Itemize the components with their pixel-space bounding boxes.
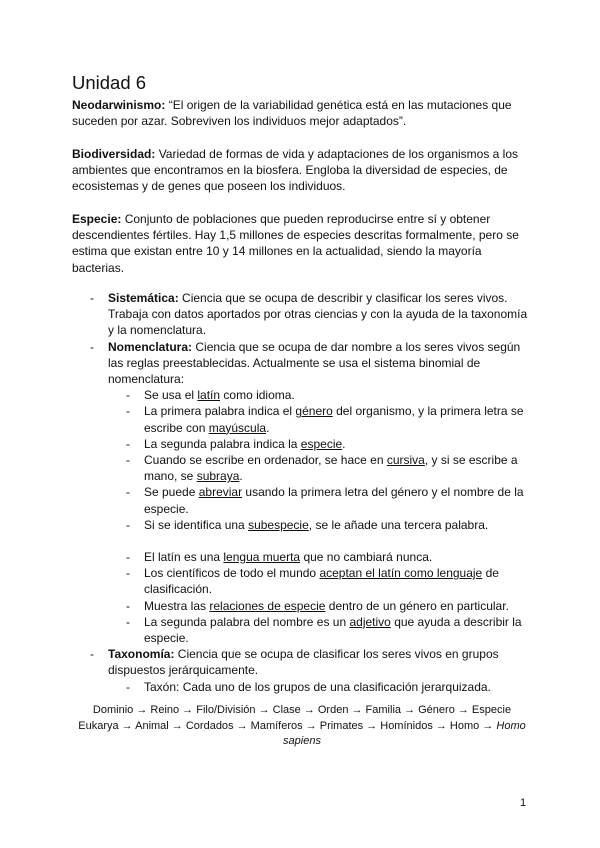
list-dash: - (90, 339, 94, 354)
taxonomia-term: Taxonomía: (108, 647, 175, 662)
list-dash: - (126, 614, 130, 629)
list-dash: - (90, 291, 94, 305)
item-text: . (239, 469, 243, 484)
main-list (72, 290, 532, 695)
item-text: La segunda palabra del nombre es un (144, 614, 350, 629)
item-text: , y si se escribe a mano, se (144, 453, 518, 484)
especie-text: Conjunto de poblaciones que pueden reproducirse entre sí y obtener descendientes fértiles. Hay 1,5 millones de especies descritas formalmente, pero se estima que existan entre 10 y 14 millones en la actualidad, siendo la mayoría bacterias. (72, 212, 519, 275)
list-dash: - (126, 517, 130, 532)
item-text: que no cambiará nunca. (300, 550, 433, 565)
item-text: que ayuda a describir la especie. (144, 614, 522, 646)
underlined-term: adjetivo (349, 614, 391, 629)
chain-line-example (72, 719, 532, 750)
underlined-term: relaciones de especie (209, 598, 326, 613)
nomenclatura-term: Nomenclatura: (108, 339, 193, 354)
biodiversidad-text: Variedad de formas de vida y adaptaciones de los organismos a los ambientes que encontramos en la biosfera. Engloba la diversidad de especies, de ecosistemas y de genes que poseen los individuos. (72, 147, 519, 194)
underlined-term: mayúscula (208, 420, 267, 435)
list-item (72, 452, 532, 484)
list-dash: - (90, 647, 94, 662)
item-text: Se usa el (144, 388, 198, 403)
list-dash: - (126, 679, 130, 694)
especie-term: Especie: (72, 212, 122, 226)
species-name: Homo sapiens (283, 719, 526, 747)
item-text: . (342, 436, 346, 451)
underlined-term: subraya (196, 469, 240, 484)
underlined-term: género (295, 404, 333, 419)
neodarwinismo-term: Neodarwinismo: (72, 98, 166, 112)
list-dash: - (126, 550, 130, 565)
list-item (72, 387, 532, 403)
item-text: de clasificación. (144, 566, 499, 597)
list-item-nomenclatura (72, 339, 532, 388)
page-title: Unidad 6 (72, 72, 147, 93)
list-item-sistematica (72, 290, 532, 339)
classification-chain (72, 703, 532, 750)
item-text: . (266, 420, 270, 435)
underlined-term: abreviar (198, 485, 243, 500)
list-item (72, 403, 532, 435)
underlined-term: lengua muerta (223, 550, 301, 565)
biodiversidad-term: Biodiversidad: (72, 147, 156, 161)
list-item-taxonomia (72, 646, 532, 678)
item-text: La primera palabra indica el (144, 404, 296, 419)
item-text: dentro de un género en particular. (325, 598, 509, 613)
page-number: 1 (520, 797, 527, 809)
item-text: como idioma. (220, 388, 295, 403)
list-dash: - (126, 598, 130, 613)
list-dash: - (126, 453, 130, 468)
item-text: del organismo, y la primera letra se escribe con (144, 404, 524, 435)
item-text: El latín es una (144, 550, 224, 565)
list-item (72, 436, 532, 452)
nomenclatura-text: Ciencia que se ocupa de dar nombre a los seres vivos según las reglas preestablecidas. Actualmente se usa el sistema binomial de nomenclatura: (108, 339, 521, 387)
list-item (72, 598, 532, 614)
taxonomia-text: Ciencia que se ocupa de clasificar los seres vivos en grupos dispuestos jerárquicamente. (108, 647, 499, 678)
list-item-taxon (72, 679, 532, 695)
neodarwinismo-paragraph (72, 97, 532, 129)
neodarwinismo-text: “El origen de la variabilidad genética está en las mutaciones que suceden por azar. Sobreviven los individuos mejor adaptados”. (72, 98, 512, 129)
underlined-term: cursiva (386, 453, 425, 468)
item-text: usando la primera letra del género y el nombre de la especie. (144, 485, 524, 516)
item-text: Se puede (144, 485, 199, 500)
list-item (72, 517, 532, 533)
list-dash: - (126, 485, 130, 500)
list-dash: - (126, 436, 130, 451)
underlined-term: latín (197, 388, 221, 403)
sistematica-text: Ciencia que se ocupa de describir y clasificar los seres vivos. Trabaja con datos aportados por otras ciencias y con la ayuda de la taxonomía y la nomenclatura. (108, 291, 528, 338)
list-dash: - (126, 566, 130, 581)
list-item (72, 484, 532, 516)
item-text: Cuando se escribe en ordenador, se hace en (144, 453, 387, 468)
item-text: Los científicos de todo el mundo (144, 566, 320, 581)
list-dash: - (126, 388, 130, 403)
taxon-text: Taxón: Cada uno de los grupos de una clasificación jerarquizada. (144, 679, 491, 694)
chain-example-text: Eukarya → Animal → Cordados → Mamíferos → Primates → Homínidos → Homo → (78, 719, 497, 732)
item-text: Si se identifica una (144, 517, 249, 532)
underlined-term: especie (300, 436, 343, 451)
biodiversidad-paragraph (72, 146, 532, 195)
item-text: Muestra las (144, 598, 210, 613)
chain-line-ranks: Dominio → Reino → Filo/División → Clase → Orden → Familia → Género → Especie (92, 704, 512, 716)
sistematica-term: Sistemática: (108, 291, 179, 305)
list-item (72, 614, 532, 646)
underlined-term: aceptan el latín como lenguaje (319, 566, 483, 581)
list-item (72, 565, 532, 597)
especie-paragraph (72, 211, 532, 276)
item-text: , se le añade una tercera palabra. (308, 517, 489, 532)
underlined-term: subespecie (248, 517, 309, 532)
list-item (72, 549, 532, 565)
list-dash: - (126, 404, 130, 419)
spacer (72, 533, 532, 549)
item-text: La segunda palabra indica la (144, 436, 301, 451)
